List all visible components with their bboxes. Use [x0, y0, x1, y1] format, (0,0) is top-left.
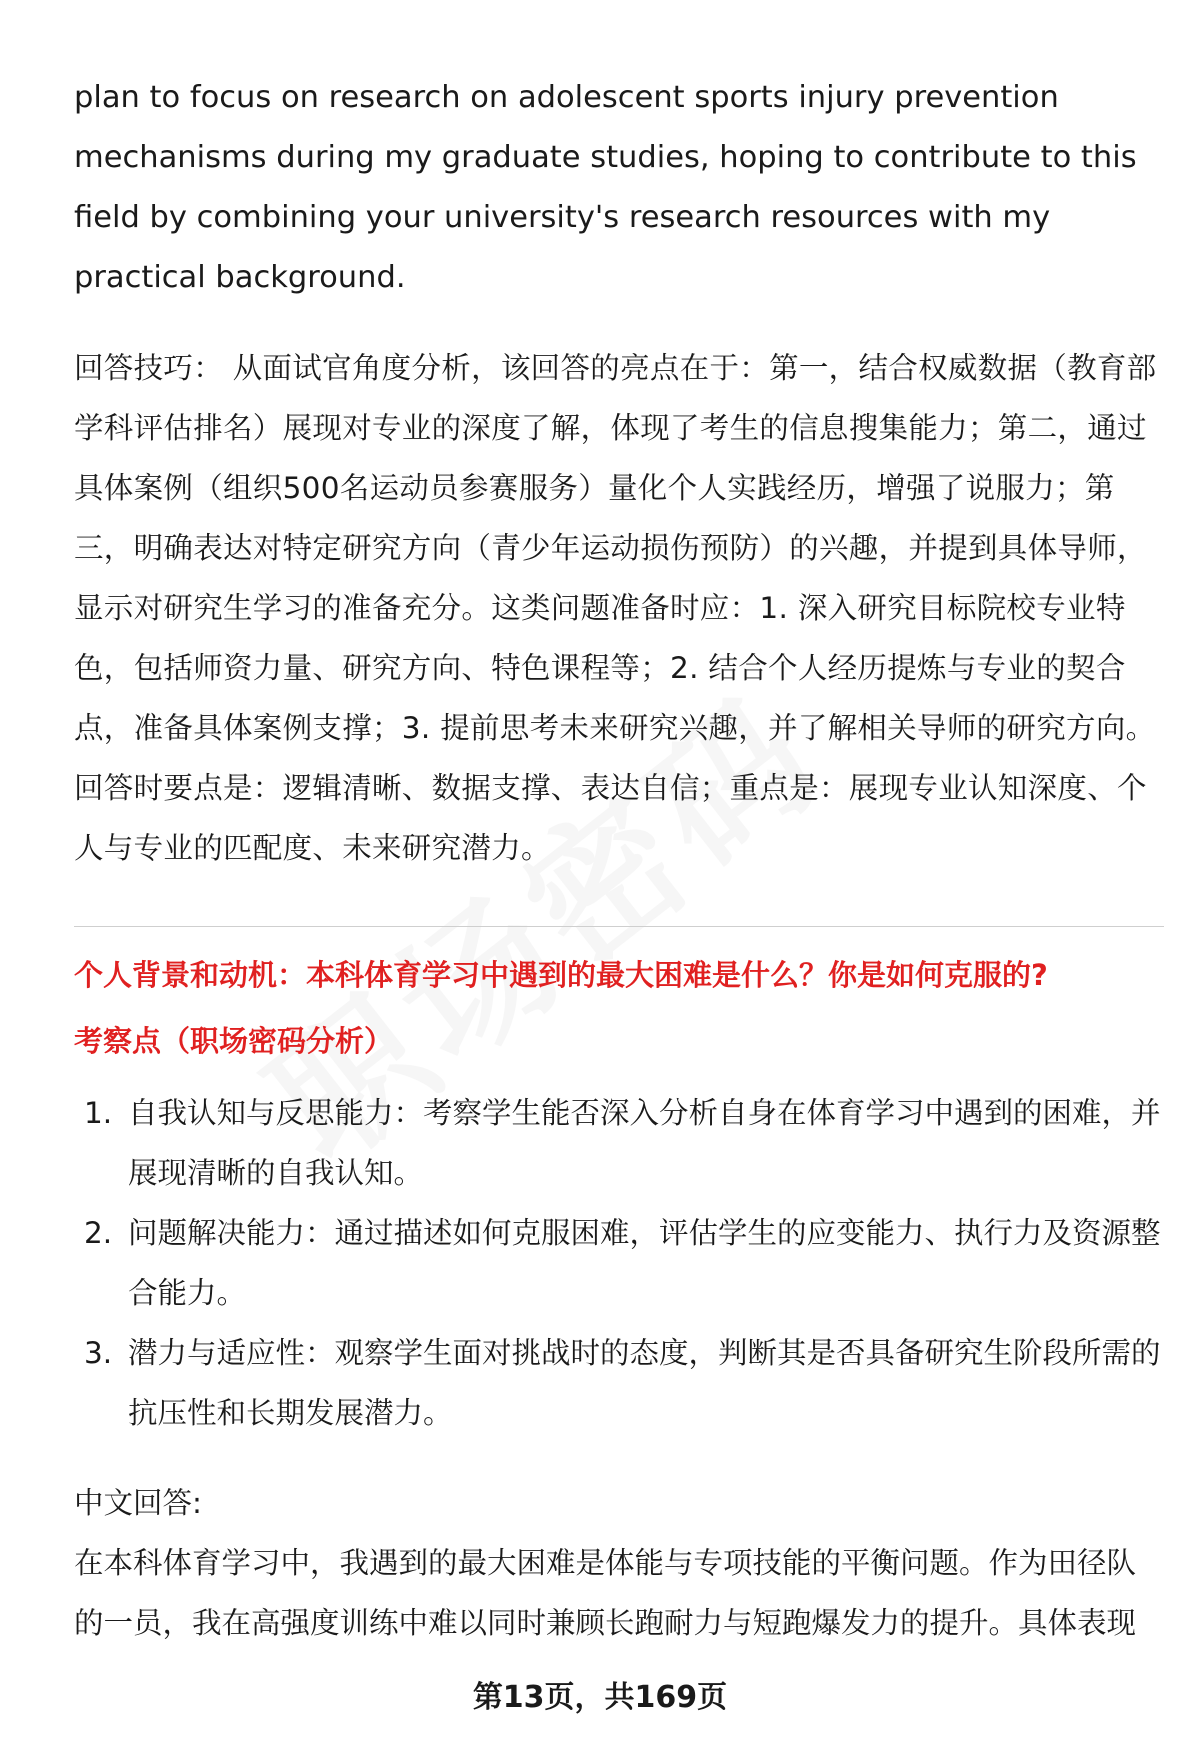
intro-english-paragraph: plan to focus on research on adolescent sports injury prevention mechanisms during my graduate studies, hoping to contribute to this field by combining your university's research resources with my practical background. [74, 80, 1137, 295]
list-item [74, 1083, 1164, 1203]
list-item-number: 3. [84, 1336, 113, 1370]
list-item-text: 问题解决能力：通过描述如何克服困难，评估学生的应变能力、执行力及资源整合能力。 [128, 1216, 1161, 1310]
page-content [74, 68, 1164, 1653]
list-item-number: 1. [84, 1096, 113, 1130]
list-item-text: 自我认知与反思能力：考察学生能否深入分析自身在体育学习中遇到的困难，并展现清晰的自我认知。 [128, 1096, 1161, 1190]
list-item-text: 潜力与适应性：观察学生面对挑战时的态度，判断其是否具备研究生阶段所需的抗压性和长期发展潜力。 [128, 1336, 1161, 1430]
answer-label: 中文回答: [74, 1486, 202, 1520]
question-title: 个人背景和动机：本科体育学习中遇到的最大困难是什么？你是如何克服的? [74, 958, 1048, 992]
answer-text: 在本科体育学习中，我遇到的最大困难是体能与专项技能的平衡问题。作为田径队的一员，我在高强度训练中难以同时兼顾长跑耐力与短跑爆发力的提升。具体表现 [74, 1546, 1137, 1640]
list-item [74, 1203, 1164, 1323]
assessment-points-list [74, 1083, 1164, 1443]
section-divider [74, 926, 1164, 927]
list-item [74, 1323, 1164, 1443]
answer-tips-paragraph: 回答技巧： 从面试官角度分析，该回答的亮点在于：第一，结合权威数据（教育部学科评估排名）展现对专业的深度了解，体现了考生的信息搜集能力；第二，通过具体案例（组织500名运动员参赛服务）量化个人实践经历，增强了说服力；第三，明确表达对特定研究方向（青少年运动损伤预防）的兴趣，并提到具体导师，显示对研究生学习的准备充分。这类问题准备时应：1. 深入研究目标院校专业特色，包括师资力量、研究方向、特色课程等；2. 结合个人经历提炼与专业的契合点，准备具体案例支撑；3. 提前思考未来研究兴趣，并了解相关导师的研究方向。回答时要点是：逻辑清晰、数据支撑、表达自信；重点是：展现专业认知深度、个人与专业的匹配度、未来研究潜力。 [74, 351, 1157, 865]
list-item-number: 2. [84, 1216, 113, 1250]
page-number-footer: 第13页，共169页 [472, 1680, 728, 1715]
question-subtitle: 考察点（职场密码分析） [74, 1024, 394, 1058]
